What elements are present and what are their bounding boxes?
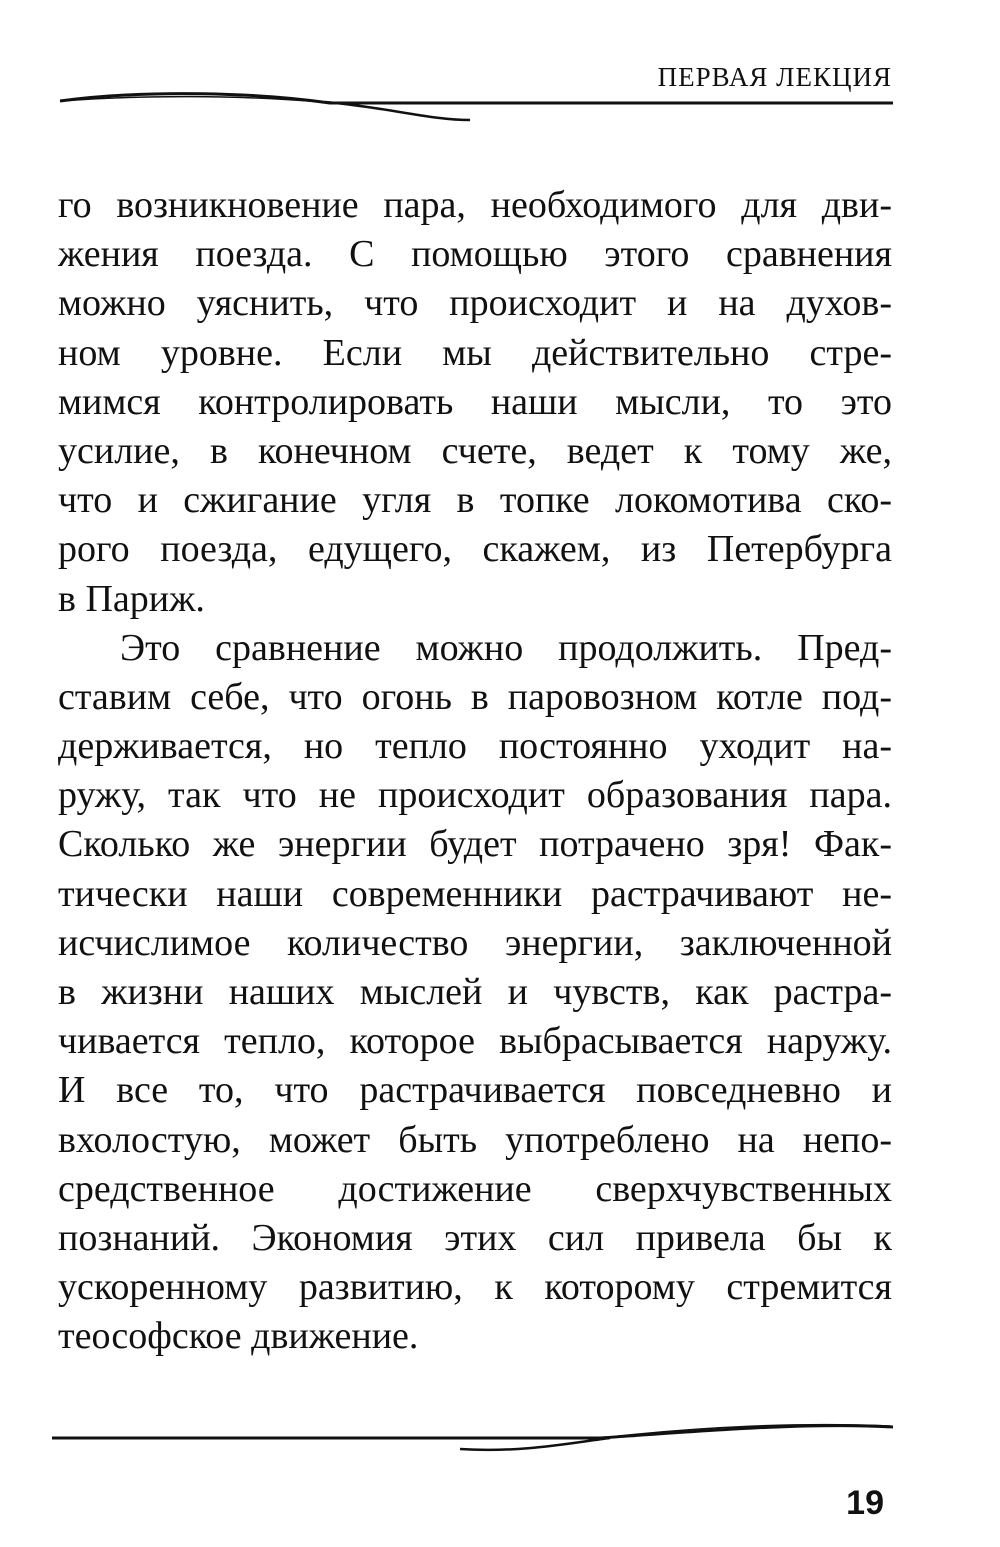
paragraph-2 bbox=[58, 624, 892, 1362]
text-line: средственное достижение сверхчувственных bbox=[58, 1167, 892, 1210]
text-line: в Париж. bbox=[58, 577, 205, 620]
text-line: исчислимое количество энергии, заключенной bbox=[58, 921, 892, 964]
text-line: ускоренному развитию, к которому стремится bbox=[58, 1266, 892, 1309]
text-line: рого поезда, едущего, скажем, из Петербурга bbox=[58, 528, 892, 571]
text-line: тически наши современники растрачивают не- bbox=[58, 872, 892, 915]
text-line: теософское движение. bbox=[58, 1315, 419, 1358]
page-number: 19 bbox=[846, 1484, 884, 1522]
text-line: И все то, что растрачивается повседневно и bbox=[58, 1069, 892, 1112]
text-line: держивается, но тепло постоянно уходит на- bbox=[58, 725, 892, 768]
text-line: усилие, в конечном счете, ведет к тому же, bbox=[58, 429, 892, 472]
text-line: ном уровне. Если мы действительно стре- bbox=[58, 331, 892, 374]
text-line: Сколько же энергии будет потрачено зря! Фак- bbox=[58, 823, 892, 866]
text-line: ружу, так что не происходит образования пара. bbox=[58, 774, 892, 817]
running-head: ПЕРВАЯ ЛЕКЦИЯ bbox=[657, 62, 892, 92]
paragraph-1 bbox=[58, 181, 892, 624]
text-line: чивается тепло, которое выбрасывается наружу. bbox=[58, 1020, 892, 1063]
text-line: познаний. Экономия этих сил привела бы к bbox=[58, 1216, 892, 1259]
text-line: мимся контролировать наши мысли, то это bbox=[58, 380, 892, 423]
text-line: в жизни наших мыслей и чувств, как растра- bbox=[58, 971, 892, 1013]
body-text bbox=[58, 181, 892, 1362]
text-line: можно уяснить, что происходит и на духов- bbox=[58, 282, 892, 325]
text-line: жения поезда. С помощью этого сравнения bbox=[58, 233, 892, 276]
text-line: что и сжигание угля в топке локомотива ско- bbox=[58, 479, 892, 522]
footer-ornament-rule bbox=[0, 1405, 1000, 1475]
header-ornament-rule bbox=[0, 80, 1000, 140]
text-line: ставим себе, что огонь в паровозном котле под- bbox=[58, 675, 892, 718]
text-line: го возникновение пара, необходимого для дви- bbox=[58, 184, 892, 226]
text-line: вхолостую, может быть употреблено на непо- bbox=[58, 1118, 892, 1161]
text-line: Это сравнение можно продолжить. Пред- bbox=[120, 626, 892, 669]
